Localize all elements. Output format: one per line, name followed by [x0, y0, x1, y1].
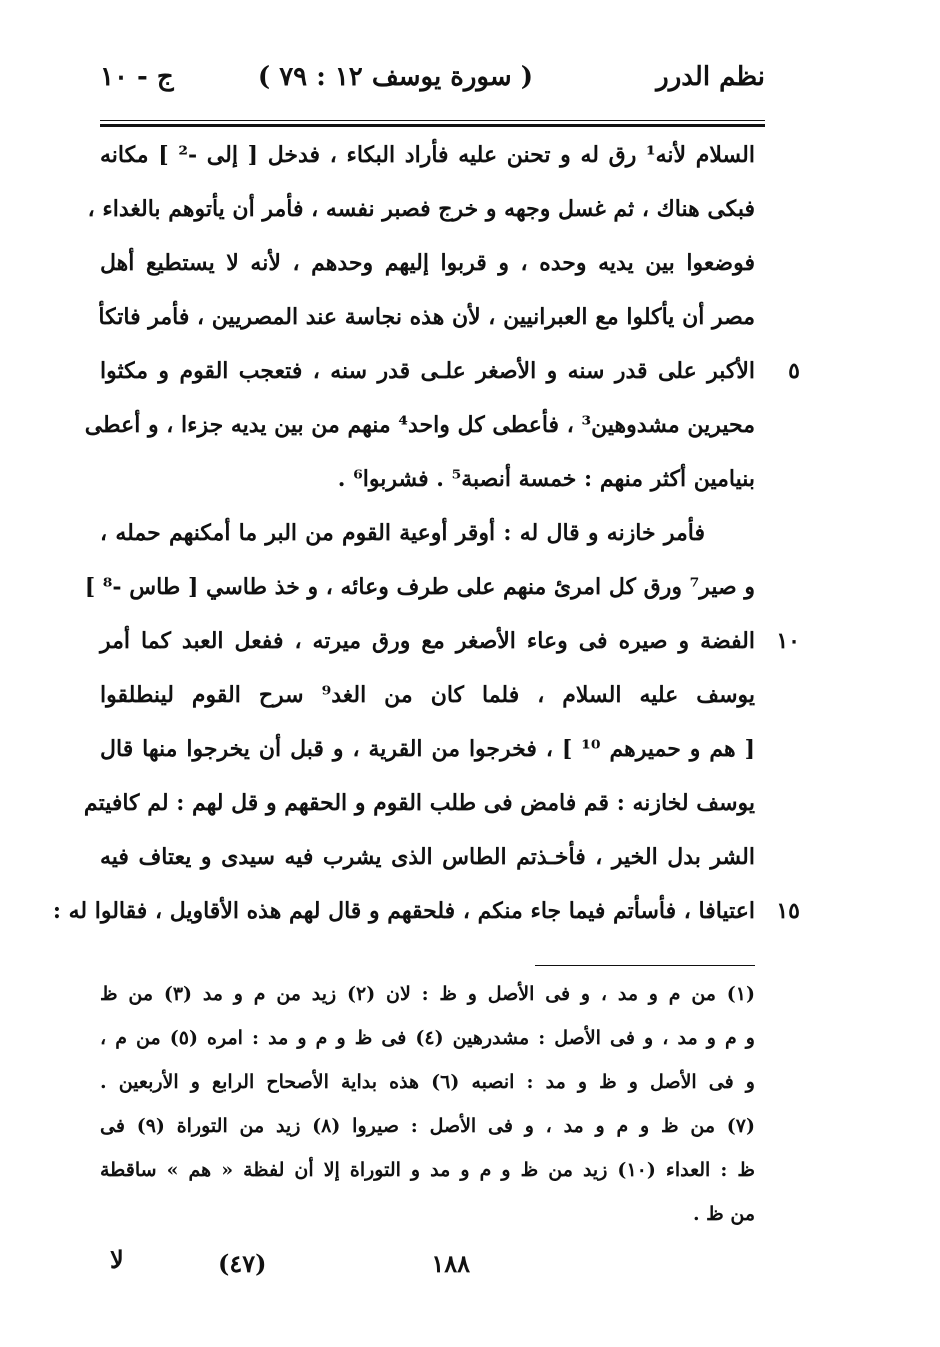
text-line: فوضعوا بين يديه وحده ، و قربوا إليهم وحدهم ، لأنه لا يستطيع أهل: [100, 250, 755, 276]
text-line: و صير⁷ ورق كل امرئ منهم على طرف وعائه ، و خذ طاسي [ طاس -⁸ ]: [84, 574, 755, 600]
text-line: [ هم و حميرهم ¹⁰ ] ، فخرجوا من القرية ، و قبل أن يخرجوا منها قال: [100, 736, 755, 762]
line-number: ٥: [788, 358, 800, 384]
line-number: ١٠: [776, 628, 800, 654]
catchword: لا: [110, 1245, 124, 1274]
footnote-line: و فى الأصل و ظ و مد : انصبه (٦) هذه بداية الأصحاح الرابع و الأربعين .: [100, 1071, 755, 1093]
text-line: الشر بدل الخير ، فأخـذتم الطاس الذى يشرب فيه سيدى و يعتاف فيه: [100, 844, 755, 870]
footnote-separator: [535, 965, 755, 966]
running-header: [100, 62, 765, 102]
text-line: محيرين مشدوهين³ ، فأعطى كل واحد⁴ منهم من بين يديه جزءا ، و أعطى: [84, 412, 755, 438]
text-line: ١٥ اعتيافا ، فأسأتم فيما جاء منكم ، فلحقهم و قال لهم هذه الأقاويل ، فقالوا له :: [100, 884, 755, 938]
footnote-line: ظ : العداء (١٠) زيد من ظ و م و مد و التوراة إلا أن لفظة « هم » ساقطة: [100, 1159, 756, 1181]
text-line: يوسف لخازنه : قم فامض فى طلب القوم و الحقهم و قل لهم : لم كافيتم: [83, 790, 755, 816]
text-line: بنيامين أكثر منهم : خمسة أنصبة⁵ . فشربوا⁶ .: [337, 466, 755, 492]
header-rule-thick: [100, 124, 765, 127]
footnotes: [100, 972, 755, 1236]
main-text: [52, 128, 800, 938]
footnote-line: من ظ .: [692, 1203, 755, 1225]
footnote-line: (١) من م و مد ، و فى الأصل و ظ : لان (٢) زيد من م و مد (٣) من ظ: [100, 983, 755, 1005]
surah-reference: ( سورة يوسف ١٢ : ٧٩ ): [257, 62, 533, 92]
text-line: مصر أن يأكلوا مع العبرانيين ، لأن هذه نجاسة عند المصريين ، فأمر فاتكأ: [98, 304, 755, 330]
footnote-line: (٧) من ظ و م و مد ، و فى الأصل : صيروا (٨) زيد من التوراة (٩) فى: [100, 1115, 755, 1137]
text-line: فأمر خازنه و قال له : أوقر أوعية القوم من البر ما أمكنهم حمله ،: [100, 520, 705, 546]
page-footer: [110, 1245, 470, 1285]
text-line: ١٠ الفضة و صيره فى وعاء الأصغر مع ورق ميرته ، ففعل العبد كما أمر: [100, 614, 755, 668]
volume-number: ج - ١٠: [100, 62, 174, 92]
page-number: ١٨٨: [431, 1249, 470, 1278]
book-title: نظم الدرر: [656, 62, 765, 92]
sheet-number: (٤٧): [218, 1249, 267, 1278]
text-line: فبكى هناك ، ثم غسل وجهه و خرج فصبر نفسه ، فأمر أن يأتوهم بالغداء ،: [87, 196, 755, 222]
text-line: ٥ الأكبر على قدر سنه و الأصغر علـى قدر سنه ، فتعجب القوم و مكثوا: [100, 344, 755, 398]
footnote-line: و م و مد ، و فى الأصل : مشدرهين (٤) فى ظ و م و مد : امره (٥) من م ،: [100, 1027, 755, 1049]
text-line: يوسف عليه السلام ، فلما كان من الغد⁹ سرح القوم لينطلقوا: [100, 682, 755, 708]
line-number: ١٥: [776, 898, 800, 924]
header-rule-thin: [100, 120, 765, 121]
text-line: السلام لأنه¹ رق له و تحنن عليه فأراد البكاء ، فدخل [ إلى -² ] مكانه: [100, 142, 755, 168]
